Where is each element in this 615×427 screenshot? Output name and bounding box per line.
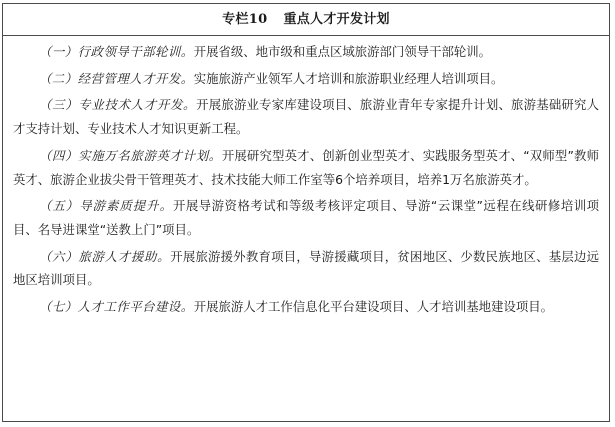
plan-item-6 — [13, 245, 599, 292]
plan-item-3 — [13, 93, 599, 140]
plan-item-heading: （七）人才工作平台建设。 — [39, 299, 194, 315]
plan-item-text: 开展旅游人才工作信息化平台建设项目、人才培训基地建设项目。 — [193, 299, 554, 315]
plan-item-1 — [13, 40, 599, 64]
column-content — [3, 36, 609, 319]
plan-item-heading: （六）旅游人才援助。 — [39, 248, 171, 264]
column-name: 重点人才开发计划 — [283, 12, 390, 27]
plan-item-5 — [13, 194, 599, 241]
plan-item-4 — [13, 144, 599, 191]
plan-item-7 — [13, 295, 599, 319]
plan-item-text: 实施旅游产业领军人才培训和旅游职业经理人培训项目。 — [193, 70, 504, 86]
plan-item-heading: （一）行政领导干部轮训。 — [39, 44, 194, 59]
plan-item-heading: （三）专业技术人才开发。 — [39, 97, 197, 113]
plan-item-2 — [13, 67, 599, 91]
plan-item-heading: （四）实施万名旅游英才计划。 — [39, 147, 222, 163]
plan-item-text: 开展旅游援外教育项目，导游援藏项目，贫困地区、少数民族地区、基层边远地区培训项目。 — [13, 248, 600, 288]
plan-item-text: 开展旅游业专家库建设项目、旅游业青年专家提升计划、旅游基础研究人才支持计划、专业技术人才知识更新工程。 — [13, 97, 600, 137]
column-title — [3, 4, 609, 36]
column-number: 专栏10 — [222, 12, 268, 27]
plan-item-text: 开展研究型英才、创新创业型英才、实践服务型英才、“双师型”教师英才、旅游企业拔尖骨干管理英才、技术技能大师工作室等6个培养项目，培养1万名旅游英才。 — [13, 147, 599, 187]
plan-item-heading: （二）经营管理人才开发。 — [39, 70, 194, 86]
plan-item-heading: （五）导游素质提升。 — [39, 198, 173, 214]
plan-item-text: 开展省级、地市级和重点区域旅游部门领导干部轮训。 — [193, 44, 492, 59]
column-box — [2, 3, 610, 422]
plan-item-text: 开展导游资格考试和等级考核评定项目、导游“云课堂”远程在线研修培训项目、名导进课堂“送教上门”项目。 — [13, 198, 599, 237]
